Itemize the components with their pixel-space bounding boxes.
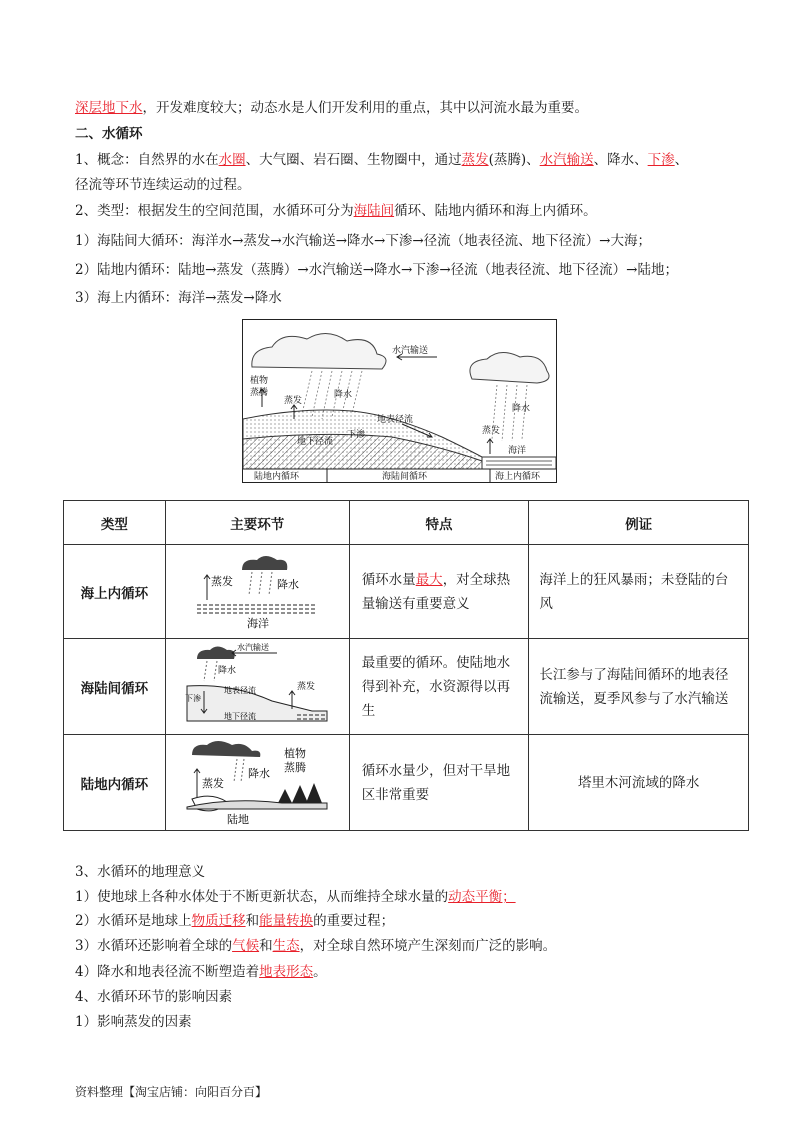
sketch-label: 降水 [218, 665, 237, 676]
sketch-label: 水汽输送 [237, 642, 270, 652]
page-footer: 资料整理【淘宝店铺：向阳百分百】 [75, 1085, 268, 1099]
table-header: 类型 [64, 501, 166, 545]
term-evaporation: 蒸发 [461, 152, 489, 168]
term-energy-conversion: 能量转换 [259, 913, 314, 929]
table-row [64, 545, 749, 639]
term-infiltration: 下渗 [647, 152, 675, 168]
significance-title: 3、水循环的地理意义 [75, 864, 206, 880]
factors-sub: 1）影响蒸发的因素 [75, 1014, 192, 1030]
significance-text: 2）水循环是地球上 [75, 913, 192, 929]
row-type: 海陆间循环 [64, 639, 166, 735]
significance-text: 4）降水和地表径流不断塑造着 [75, 964, 260, 980]
factors-title: 4、水循环环节的影响因素 [75, 989, 233, 1005]
diagram-label: 植物 [250, 376, 269, 386]
diagram-label: 降水 [334, 390, 353, 400]
concept-text: 、 [674, 152, 689, 168]
table-header: 特点 [349, 501, 529, 545]
diagram-caption: 海上内循环 [495, 472, 541, 482]
significance-text: 1）使地球上各种水体处于不断更新状态，从而维持全球水量的 [75, 889, 449, 905]
table-row [64, 639, 749, 735]
diagram-label: 地下径流 [297, 437, 334, 447]
term-largest: 最大 [415, 571, 443, 588]
sketch-label: 海洋 [247, 616, 270, 630]
row-example: 塔里木河流域的降水 [529, 735, 749, 831]
row-feature: 最重要的循环。使陆地水得到补充，水资源得以再生 [349, 639, 529, 735]
row-feature: 循环水量少，但对干旱地区非常重要 [349, 735, 529, 831]
term-sea-land: 海陆间 [353, 203, 395, 219]
sketch-label: 下渗 [185, 693, 202, 703]
significance-item-1 [75, 887, 516, 907]
significance-text: 的重要过程； [313, 913, 395, 929]
diagram-label: 海洋 [508, 446, 527, 456]
row-image [165, 545, 349, 639]
concept-text: 、降水、 [593, 152, 648, 168]
table-header: 主要环节 [165, 501, 349, 545]
term-ecology: 生态 [272, 938, 300, 954]
diagram-label: 蒸发 [482, 426, 501, 436]
row-feature [349, 545, 529, 639]
significance-item-3 [75, 936, 556, 956]
cycle-line-1: 1）海陆间大循环：海洋水→蒸发→水汽输送→降水→下渗→径流（地表径流、地下径流）→大海； [75, 233, 651, 249]
types-text: 循环、陆地内循环和海上内循环。 [394, 203, 597, 219]
sketch-label: 降水 [248, 766, 271, 780]
concept-line-1 [75, 150, 688, 170]
types-text: 2、类型：根据发生的空间范围，水循环可分为 [75, 203, 354, 219]
feature-text: 循环水量 [361, 571, 416, 588]
table-header-row [64, 501, 749, 545]
feature-text: ，对全球热量输送有重要意义 [361, 571, 511, 612]
significance-text: 和 [259, 938, 273, 954]
water-cycle-diagram [242, 319, 557, 483]
sketch-label: 蒸发 [202, 776, 225, 790]
land-cycle-sketch [182, 737, 332, 825]
concept-text: 、大气圈、岩石圈、生物圈中，通过 [245, 152, 462, 168]
sketch-label: 蒸发 [297, 681, 316, 692]
diagram-label: 蒸发 [284, 396, 303, 406]
diagram-label: 蒸腾 [250, 388, 269, 398]
term-material-migration: 物质迁移 [191, 913, 246, 929]
row-example: 长江参与了海陆间循环的地表径流输送，夏季风参与了水汽输送 [529, 639, 749, 735]
sketch-label: 蒸发 [211, 574, 234, 588]
concept-text: (蒸腾)、 [488, 152, 540, 168]
term-vapor-transport: 水汽输送 [539, 152, 594, 168]
cycle-table [63, 500, 749, 831]
diagram-label: 地表径流 [377, 415, 414, 425]
table-row [64, 735, 749, 831]
types-line [75, 201, 597, 221]
sketch-label: 地下径流 [224, 711, 257, 721]
row-type: 陆地内循环 [64, 735, 166, 831]
row-image [165, 735, 349, 831]
row-image [165, 639, 349, 735]
sketch-label: 蒸腾 [284, 760, 307, 774]
significance-text: ，对全球自然环境产生深刻而广泛的影响。 [299, 938, 557, 954]
intro-line [75, 98, 588, 118]
diagram-caption: 陆地内循环 [254, 472, 300, 482]
row-type: 海上内循环 [64, 545, 166, 639]
diagram-caption: 海陆间循环 [382, 472, 428, 482]
term-hydrosphere: 水圈 [218, 152, 246, 168]
significance-text: 。 [313, 964, 327, 980]
sketch-label: 地表径流 [224, 685, 257, 695]
cycle-line-2: 2）陆地内循环：陆地→蒸发（蒸腾）→水汽输送→降水→下渗→径流（地表径流、地下径流）→陆地； [75, 262, 678, 278]
term-landform: 地表形态 [259, 964, 314, 980]
significance-item-2 [75, 911, 394, 931]
diagram-label: 下渗 [347, 430, 366, 440]
section-title: 二、水循环 [75, 126, 143, 142]
sea-land-cycle-sketch [182, 641, 332, 729]
concept-text: 1、概念：自然界的水在 [75, 152, 219, 168]
table-header: 例证 [529, 501, 749, 545]
significance-text: 3）水循环还影响着全球的 [75, 938, 233, 954]
significance-item-4 [75, 962, 327, 982]
term-climate: 气候 [232, 938, 260, 954]
diagram-label: 水汽输送 [392, 346, 429, 356]
significance-text: 和 [245, 913, 260, 929]
sketch-label: 降水 [277, 577, 300, 591]
term-dynamic-balance: 动态平衡； [448, 889, 516, 905]
sketch-label: 植物 [284, 746, 307, 760]
concept-line-2: 径流等环节连续运动的过程。 [75, 177, 251, 193]
cycle-line-3: 3）海上内循环：海洋→蒸发→降水 [75, 290, 282, 306]
diagram-label: 降水 [512, 404, 531, 414]
row-example: 海洋上的狂风暴雨；未登陆的台风 [529, 545, 749, 639]
sea-cycle-sketch [187, 550, 327, 630]
deep-groundwater-term: 深层地下水 [75, 100, 143, 116]
sketch-label: 陆地 [227, 812, 250, 825]
intro-text: ，开发难度较大；动态水是人们开发利用的重点，其中以河流水最为重要。 [142, 100, 588, 116]
